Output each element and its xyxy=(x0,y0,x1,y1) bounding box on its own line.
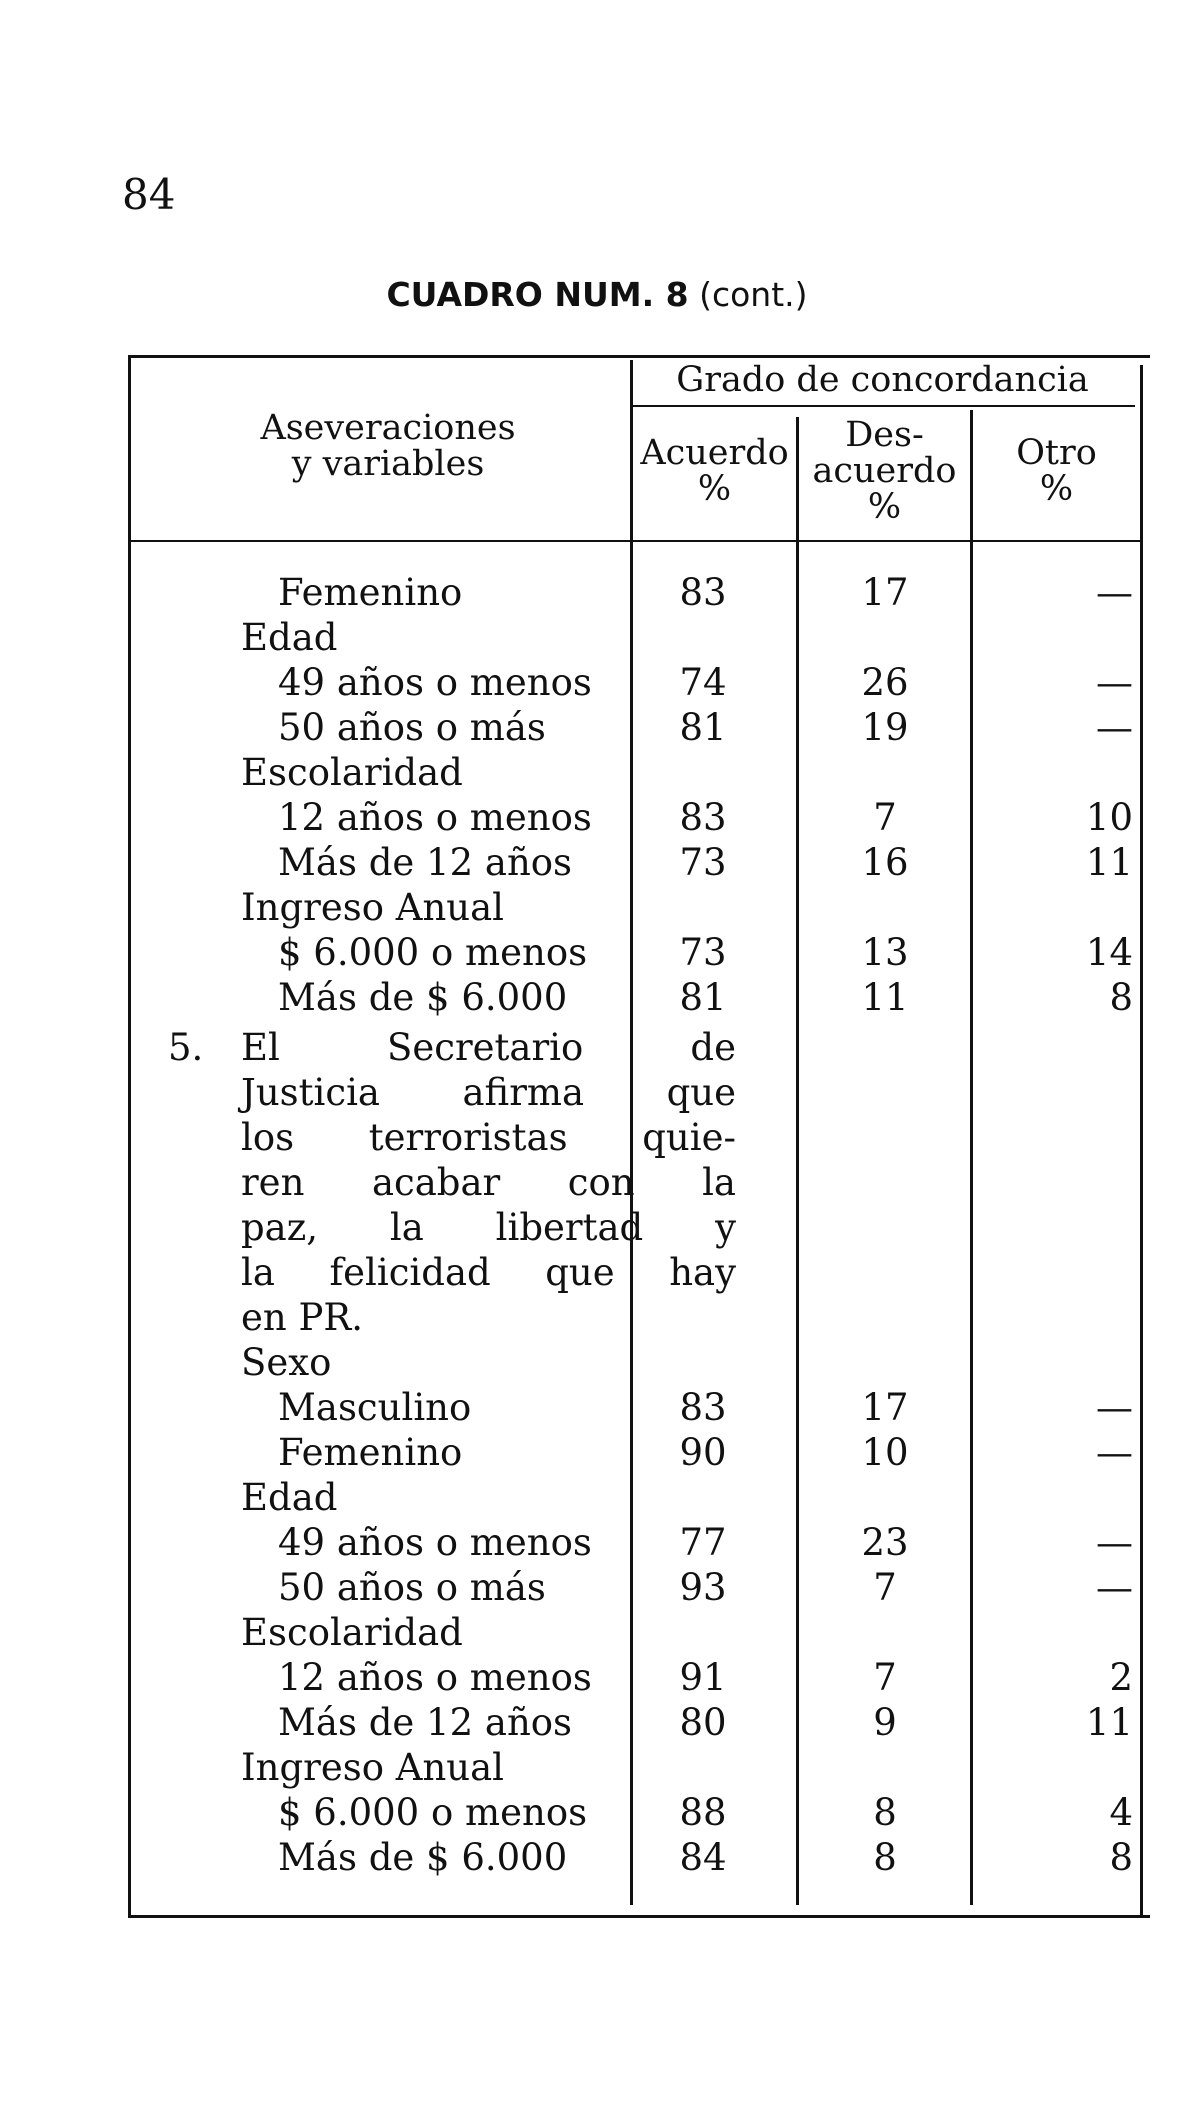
cell-desacuerdo: 7 xyxy=(873,1656,897,1699)
cell-desacuerdo: 8 xyxy=(873,1791,897,1834)
cell-otro: 10 xyxy=(1085,796,1133,839)
group-header-rule xyxy=(630,405,1135,407)
row-label: 12 años o menos xyxy=(278,1656,592,1699)
header-desacuerdo-line3: % xyxy=(867,487,902,527)
cell-acuerdo: 80 xyxy=(679,1701,727,1744)
table-row xyxy=(128,795,1150,840)
table-row xyxy=(128,1565,1150,1610)
table-row xyxy=(128,1745,1150,1790)
header-row-label-line1: Aseveraciones xyxy=(260,408,516,448)
header-row-label-line2: y variables xyxy=(291,444,485,484)
table-bottom-rule xyxy=(128,1915,1150,1918)
table-row xyxy=(128,1340,1150,1385)
row-label: Femenino xyxy=(278,571,463,614)
cell-otro: — xyxy=(1096,571,1133,614)
cell-otro: 2 xyxy=(1109,1656,1133,1699)
header-otro xyxy=(973,435,1140,507)
statement-text xyxy=(241,1025,736,1340)
cell-otro: 4 xyxy=(1109,1791,1133,1834)
cell-desacuerdo: 17 xyxy=(861,571,909,614)
row-label: Femenino xyxy=(278,1431,463,1474)
cell-otro: 14 xyxy=(1085,931,1133,974)
header-group: Grado de concordancia xyxy=(676,360,1089,400)
cell-otro: — xyxy=(1096,1566,1133,1609)
row-label: Edad xyxy=(241,616,338,659)
table-row xyxy=(128,1700,1150,1745)
cell-desacuerdo: 19 xyxy=(861,706,909,749)
row-label: Más de $ 6.000 xyxy=(278,1836,568,1879)
row-label: Sexo xyxy=(241,1341,332,1384)
header-row-label xyxy=(238,410,538,482)
header-desacuerdo xyxy=(799,417,970,525)
table-caption-cont: (cont.) xyxy=(688,275,808,314)
header-otro-line1: Otro xyxy=(1016,433,1097,473)
table-caption xyxy=(0,275,1194,314)
cell-desacuerdo: 26 xyxy=(861,661,909,704)
cell-acuerdo: 81 xyxy=(679,706,727,749)
statement-line: ren acabar con la xyxy=(241,1161,736,1204)
cell-acuerdo: 77 xyxy=(679,1521,727,1564)
table-row xyxy=(128,615,1150,660)
cell-otro: 8 xyxy=(1109,976,1133,1019)
row-label: Escolaridad xyxy=(241,1611,463,1654)
row-label: 50 años o más xyxy=(278,706,546,749)
table-row xyxy=(128,660,1150,705)
cell-otro: 8 xyxy=(1109,1836,1133,1879)
table-row xyxy=(128,750,1150,795)
header-desacuerdo-line2: acuerdo xyxy=(812,451,957,491)
row-label: Más de 12 años xyxy=(278,841,573,884)
cell-otro: — xyxy=(1096,1431,1133,1474)
cell-acuerdo: 73 xyxy=(679,841,727,884)
cell-acuerdo: 81 xyxy=(679,976,727,1019)
table-row xyxy=(128,930,1150,975)
row-label: Más de $ 6.000 xyxy=(278,976,568,1019)
data-table xyxy=(128,355,1150,1915)
cell-acuerdo: 93 xyxy=(679,1566,727,1609)
cell-otro: 11 xyxy=(1085,841,1133,884)
header-otro-line2: % xyxy=(1039,469,1074,509)
row-label: Ingreso Anual xyxy=(241,886,505,929)
statement-line: en PR. xyxy=(241,1296,364,1339)
cell-desacuerdo: 7 xyxy=(873,796,897,839)
cell-desacuerdo: 10 xyxy=(861,1431,909,1474)
table-caption-title: CUADRO NUM. 8 xyxy=(386,275,689,314)
header-desacuerdo-line1: Des- xyxy=(845,415,924,455)
cell-desacuerdo: 17 xyxy=(861,1386,909,1429)
table-row xyxy=(128,885,1150,930)
cell-acuerdo: 83 xyxy=(679,571,727,614)
table-row xyxy=(128,1430,1150,1475)
table-top-rule xyxy=(128,355,1150,358)
row-label: $ 6.000 o menos xyxy=(278,1791,588,1834)
cell-acuerdo: 90 xyxy=(679,1431,727,1474)
statement-number: 5. xyxy=(168,1026,204,1069)
statement-line: El Secretario de xyxy=(241,1026,736,1069)
cell-acuerdo: 74 xyxy=(679,661,727,704)
header-acuerdo-line1: Acuerdo xyxy=(640,433,789,473)
page-number: 84 xyxy=(122,170,176,219)
cell-desacuerdo: 11 xyxy=(861,976,909,1019)
cell-otro: — xyxy=(1096,661,1133,704)
table-row xyxy=(128,570,1150,615)
header-acuerdo xyxy=(633,435,796,507)
cell-desacuerdo: 8 xyxy=(873,1836,897,1879)
table-row xyxy=(128,840,1150,885)
row-label: Edad xyxy=(241,1476,338,1519)
row-label: 49 años o menos xyxy=(278,1521,592,1564)
table-row xyxy=(128,705,1150,750)
cell-acuerdo: 91 xyxy=(679,1656,727,1699)
header-bottom-rule xyxy=(128,540,1140,542)
cell-acuerdo: 84 xyxy=(679,1836,727,1879)
cell-desacuerdo: 16 xyxy=(861,841,909,884)
row-label: Más de 12 años xyxy=(278,1701,573,1744)
statement-line: Justicia afirma que xyxy=(241,1071,736,1114)
cell-otro: 11 xyxy=(1085,1701,1133,1744)
cell-acuerdo: 73 xyxy=(679,931,727,974)
row-label: 12 años o menos xyxy=(278,796,592,839)
row-label: Escolaridad xyxy=(241,751,463,794)
table-row xyxy=(128,1835,1150,1880)
cell-desacuerdo: 23 xyxy=(861,1521,909,1564)
row-label: 49 años o menos xyxy=(278,661,592,704)
row-label: 50 años o más xyxy=(278,1566,546,1609)
cell-acuerdo: 88 xyxy=(679,1791,727,1834)
row-label: Ingreso Anual xyxy=(241,1746,505,1789)
cell-desacuerdo: 7 xyxy=(873,1566,897,1609)
table-row xyxy=(128,975,1150,1020)
cell-acuerdo: 83 xyxy=(679,1386,727,1429)
statement-line: la felicidad que hay xyxy=(241,1251,736,1294)
cell-desacuerdo: 9 xyxy=(873,1701,897,1744)
cell-otro: — xyxy=(1096,1521,1133,1564)
cell-otro: — xyxy=(1096,706,1133,749)
table-row xyxy=(128,1385,1150,1430)
cell-acuerdo: 83 xyxy=(679,796,727,839)
table-row xyxy=(128,1790,1150,1835)
table-row xyxy=(128,1610,1150,1655)
row-label: $ 6.000 o menos xyxy=(278,931,588,974)
row-label: Masculino xyxy=(278,1386,472,1429)
table-row xyxy=(128,1475,1150,1520)
header-acuerdo-line2: % xyxy=(697,469,732,509)
statement-line: los terroristas quie- xyxy=(241,1116,736,1159)
cell-desacuerdo: 13 xyxy=(861,931,909,974)
cell-otro: — xyxy=(1096,1386,1133,1429)
table-row xyxy=(128,1520,1150,1565)
table-row xyxy=(128,1655,1150,1700)
statement-line: paz, la libertad y xyxy=(241,1206,736,1249)
